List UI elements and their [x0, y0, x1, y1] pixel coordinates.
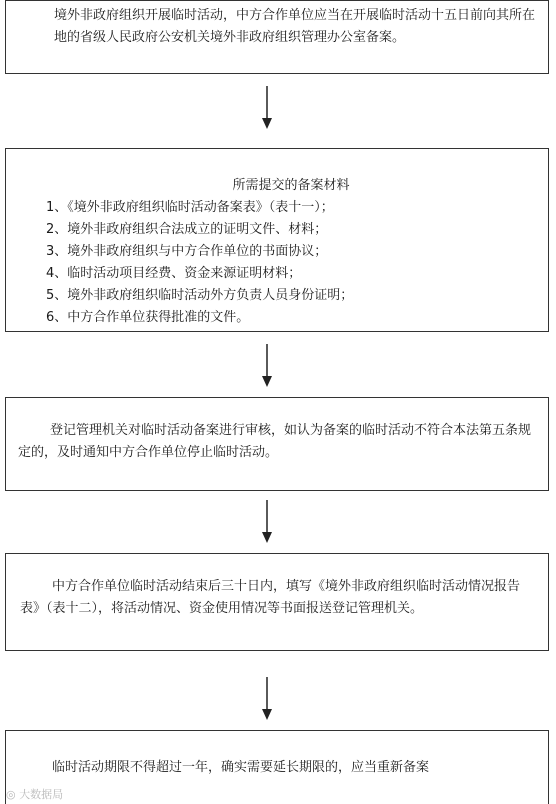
- step-text: 中方合作单位临时活动结束后三十日内，填写《境外非政府组织临时活动情况报告表》（表十二），将活动情况、资金使用情况等书面报送登记管理机关。: [20, 579, 521, 616]
- materials-list: [46, 197, 536, 329]
- step-box-filing-deadline: [5, 0, 549, 74]
- list-item: 1、《境外非政府组织临时活动备案表》（表十一）；: [46, 200, 334, 215]
- list-item: 5、境外非政府组织临时活动外方负责人员身份证明；: [46, 288, 354, 303]
- watermark-text: 大数据局: [19, 788, 64, 801]
- arrow-down-icon: [261, 677, 273, 721]
- step-box-required-materials: [5, 148, 549, 332]
- step-box-report: [5, 553, 549, 651]
- watermark-logo-icon: ◎: [6, 788, 20, 801]
- list-item: 4、临时活动项目经费、资金来源证明材料；: [46, 266, 302, 281]
- arrow-down-icon: [261, 344, 273, 388]
- materials-title: 所需提交的备案材料: [232, 178, 350, 193]
- list-item: 2、境外非政府组织合法成立的证明文件、材料；: [46, 222, 328, 237]
- step-text: 临时活动期限不得超过一年，确实需要延长期限的，应当重新备案: [52, 760, 430, 775]
- step-box-duration-limit: [5, 730, 549, 804]
- watermark: [6, 786, 63, 802]
- step-text: 境外非政府组织开展临时活动，中方合作单位应当在开展临时活动十五日前向其所在地的省级人民政府公安机关境外非政府组织管理办公室备案。: [54, 8, 536, 45]
- arrow-down-icon: [261, 500, 273, 544]
- list-item: 3、境外非政府组织与中方合作单位的书面协议；: [46, 244, 328, 259]
- step-text: 登记管理机关对临时活动备案进行审核，如认为备案的临时活动不符合本法第五条规定的，及时通知中方合作单位停止临时活动。: [18, 423, 532, 460]
- list-item: 6、中方合作单位获得批准的文件。: [46, 310, 250, 325]
- arrow-down-icon: [261, 86, 273, 130]
- step-box-review: [5, 397, 549, 491]
